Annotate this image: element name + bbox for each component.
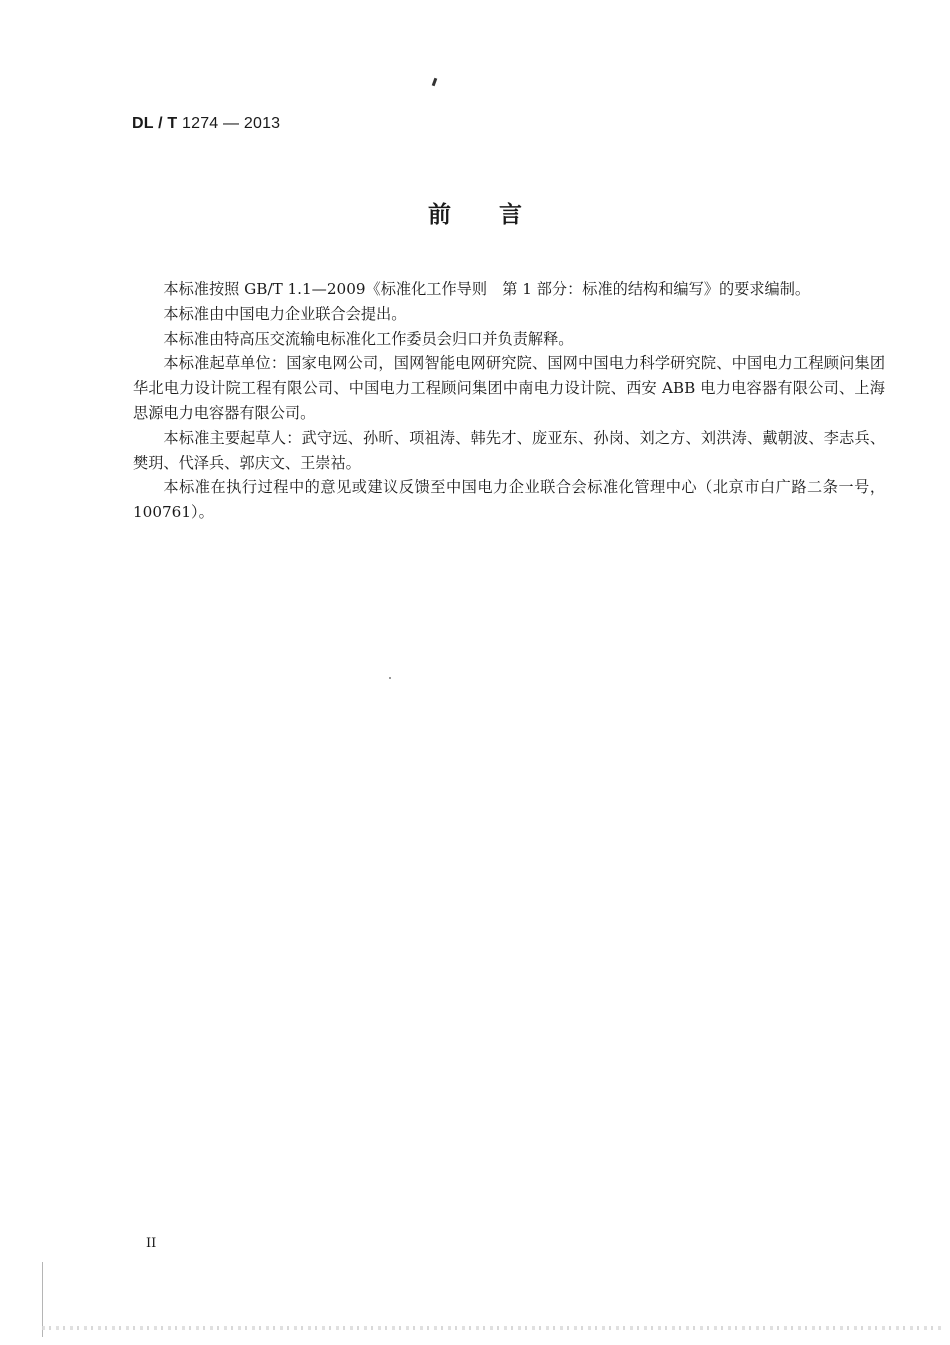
paragraph-proposer: 本标准由中国电力企业联合会提出。 xyxy=(163,304,407,323)
standard-code-header xyxy=(132,115,280,133)
paragraph-drafting-units: 本标准起草单位：国家电网公司，国网智能电网研究院、国网中国电力科学研究院、中国电力工程顾问集团华北电力设计院工程有限公司、中国电力工程顾问集团中南电力设计院、西安 ABB 电力电容器有限公司、上海思源电力电容器有限公司。 xyxy=(133,354,885,422)
standard-code-prefix: DL / T xyxy=(132,115,178,132)
paragraph-drafters: 本标准主要起草人：武守远、孙昕、项祖涛、韩先才、庞亚东、孙岗、刘之方、刘洪涛、戴朝波、李志兵、樊玥、代泽兵、郭庆文、王崇祜。 xyxy=(133,428,885,472)
page-title: 前言 xyxy=(428,202,570,228)
paragraph-responsible-committee: 本标准由特高压交流输电标准化工作委员会归口并负责解释。 xyxy=(163,329,574,348)
page-number: II xyxy=(146,1236,157,1251)
standard-code-number: 1274 — 2013 xyxy=(177,115,281,132)
scan-speck-top xyxy=(432,78,438,87)
scan-speck-middle xyxy=(389,677,391,679)
paragraph-drafting-basis: 本标准按照 GB/T 1.1—2009《标准化工作导则 第 1 部分：标准的结构和编写》的要求编制。 xyxy=(163,280,811,298)
foreword-body xyxy=(133,277,885,525)
paragraph-feedback: 本标准在执行过程中的意见或建议反馈至中国电力企业联合会标准化管理中心（北京市白广路二条一号，100761）。 xyxy=(133,478,885,522)
scan-edge-bottom xyxy=(42,1326,942,1330)
